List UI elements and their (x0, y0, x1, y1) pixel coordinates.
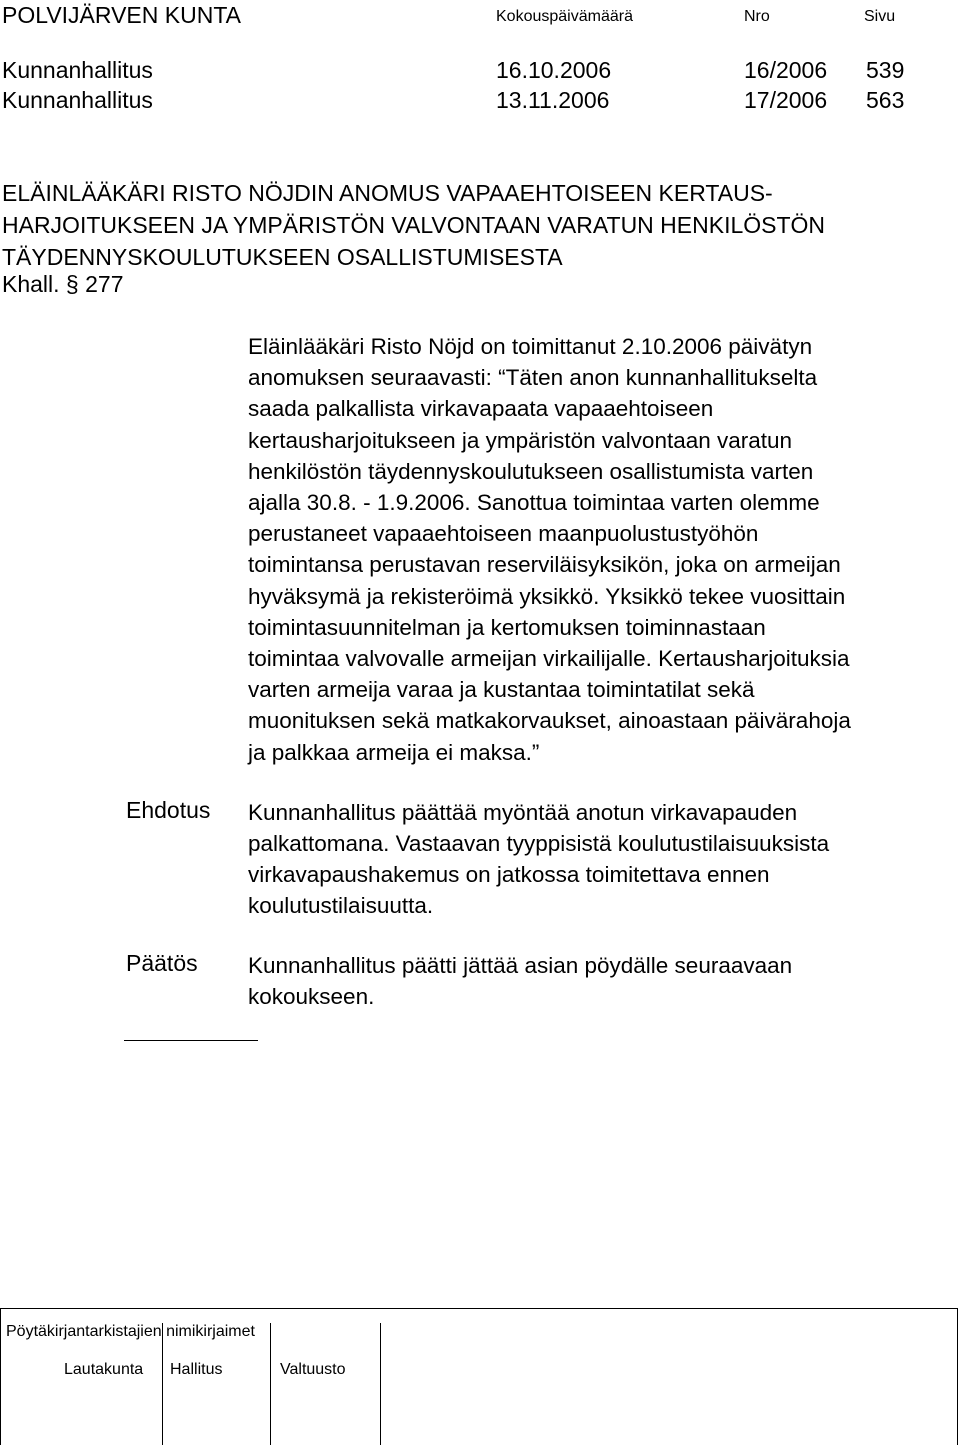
body-line: kertausharjoitukseen ja ympäristön valvontaan varatun (248, 427, 793, 453)
decision-text (248, 950, 792, 1012)
footer-item-government: Hallitus (170, 1361, 223, 1378)
footer-title: Pöytäkirjantarkistajien nimikirjaimet (6, 1323, 255, 1340)
column-header-page: Sivu (864, 8, 896, 25)
body-line: muonituksen sekä matkakorvaukset, ainoastaan päivärahoja (248, 708, 851, 734)
proposal-line: palkattomana. Vastaavan tyyppisistä koulutustilaisuuksista (248, 831, 830, 856)
meeting-number: 17/2006 (744, 87, 828, 113)
body-line: ja palkkaa armeija ei maksa.” (248, 739, 540, 765)
proposal-line: koulutustilaisuutta. (248, 893, 434, 918)
body-line: saada palkallista virkavapaata vapaaehtoiseen (248, 396, 714, 422)
body-line: toimintansa perustavan reserviläisyksikön, joka on armeijan (248, 552, 841, 578)
proposal-line: Kunnanhallitus päättää myöntää anotun virkavapauden (248, 800, 798, 825)
proposal-label: Ehdotus (126, 797, 211, 823)
meeting-date: 16.10.2006 (496, 57, 612, 83)
meeting-date: 13.11.2006 (496, 87, 610, 113)
meeting-page: 539 (866, 57, 905, 83)
meeting-body: Kunnanhallitus (2, 87, 153, 113)
section-reference: Khall. § 277 (2, 271, 124, 297)
end-divider (124, 1040, 258, 1041)
meeting-page: 563 (866, 87, 905, 113)
decision-line: kokoukseen. (248, 984, 375, 1009)
body-line: ajalla 30.8. - 1.9.2006. Sanottua toimintaa varten olemme (248, 490, 820, 516)
footer-column-divider (0, 1323, 1, 1445)
body-line: anomuksen seuraavasti: “Täten anon kunnanhallitukselta (248, 365, 818, 391)
footer-column-divider (270, 1323, 271, 1445)
body-line: toimintasuunnitelman ja kertomuksen toiminnastaan (248, 614, 766, 640)
body-line: hyväksymä ja rekisteröimä yksikkö. Yksikkö tekee vuosittain (248, 583, 846, 609)
footer-item-council: Valtuusto (280, 1361, 346, 1378)
organization-name: POLVIJÄRVEN KUNTA (2, 2, 242, 28)
body-line: perustaneet vapaaehtoiseen maanpuolustustyöhön (248, 521, 759, 547)
column-header-number: Nro (744, 8, 770, 25)
title-line: HARJOITUKSEEN JA YMPÄRISTÖN VALVONTAAN VARATUN HENKILÖSTÖN (2, 212, 826, 238)
agenda-item-title (2, 177, 952, 273)
footer-item-board: Lautakunta (64, 1361, 144, 1378)
title-line: TÄYDENNYSKOULUTUKSEEN OSALLISTUMISESTA (2, 244, 563, 270)
decision-line: Kunnanhallitus päätti jättää asian pöydälle seuraavaan (248, 953, 793, 978)
body-line: henkilöstön täydennyskoulutukseen osallistumista varten (248, 458, 814, 484)
body-line: varten armeija varaa ja kustantaa toimintatilat sekä (248, 677, 755, 703)
meeting-number: 16/2006 (744, 57, 828, 83)
proposal-text (248, 797, 829, 921)
body-paragraph (248, 331, 960, 768)
proposal-line: virkavapaushakemus on jatkossa toimitettava ennen (248, 862, 770, 887)
title-line: ELÄINLÄÄKÄRI RISTO NÖJDIN ANOMUS VAPAAEHTOISEEN KERTAUS- (2, 180, 773, 206)
body-line: toimintaa valvovalle armeijan virkailijalle. Kertausharjoituksia (248, 646, 850, 672)
meeting-body: Kunnanhallitus (2, 57, 153, 83)
column-header-date: Kokouspäivämäärä (496, 8, 633, 25)
footer-column-divider (162, 1323, 163, 1445)
body-line: Eläinlääkäri Risto Nöjd on toimittanut 2.10.2006 päivätyn (248, 334, 813, 359)
footer-column-divider (380, 1323, 381, 1445)
decision-label: Päätös (126, 950, 198, 976)
